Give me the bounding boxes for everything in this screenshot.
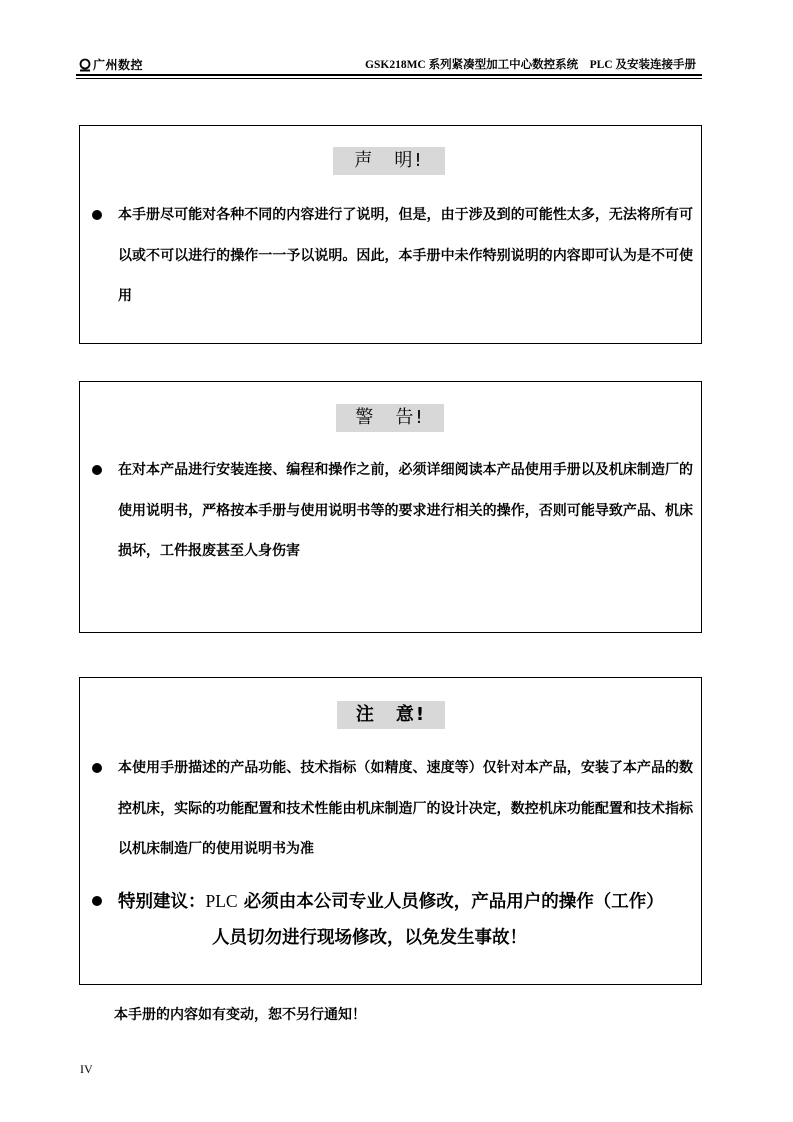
notice-box (79, 677, 702, 985)
warning-item (92, 450, 693, 572)
company-logo (78, 56, 143, 73)
bullet-icon (92, 465, 102, 475)
special-advice-prefix: 特别建议： (118, 892, 206, 912)
footer-note: 本手册的内容如有变动，恕不另行通知！ (114, 1007, 366, 1023)
special-advice-plc: PLC (205, 891, 238, 911)
declaration-title: 声 明! (333, 147, 445, 175)
logo-text: 广州数控 (93, 58, 144, 72)
page-number: IV (80, 1062, 93, 1076)
bullet-icon (92, 210, 102, 220)
declaration-text: 本手册尽可能对各种不同的内容进行了说明，但是，由于涉及到的可能性太多，无法将所有可以或不可以进行的操作一一予以说明。因此，本手册中未作特别说明的内容即可认为是不可使用 (118, 207, 693, 304)
special-advice-line2: 人员切勿进行现场修改，以免发生事故！ (212, 928, 527, 948)
warning-title: 警 告! (336, 404, 444, 432)
page-header (78, 54, 698, 74)
special-advice-text (118, 883, 693, 956)
header-rule-thin (76, 78, 702, 79)
gsk-logo-icon (78, 58, 92, 72)
special-advice-item (92, 883, 693, 956)
special-advice-rest: 必须由本公司专业人员修改，产品用户的操作（工作） (237, 892, 664, 912)
bullet-icon (92, 763, 102, 773)
warning-box (79, 381, 702, 633)
notice-title: 注 意! (337, 701, 445, 729)
notice-text: 本使用手册描述的产品功能、技术指标（如精度、速度等）仅针对本产品，安装了本产品的数控机床，实际的功能配置和技术性能由机床制造厂的设计决定，数控机床功能配置和技术指标以机床制造厂的使用说明书为准 (118, 760, 693, 857)
header-rule-thick (76, 74, 702, 76)
warning-text: 在对本产品进行安装连接、编程和操作之前，必须详细阅读本产品使用手册以及机床制造厂的使用说明书，严格按本手册与使用说明书等的要求进行相关的操作，否则可能导致产品、机床损坏，工件报废甚至人身伤害 (118, 462, 693, 559)
declaration-box (79, 125, 702, 344)
notice-item (92, 748, 693, 870)
manual-title: GSK218MC 系列紧凑型加工中心数控系统 PLC 及安装连接手册 (365, 59, 696, 71)
bullet-icon (92, 896, 102, 906)
declaration-item (92, 195, 693, 317)
